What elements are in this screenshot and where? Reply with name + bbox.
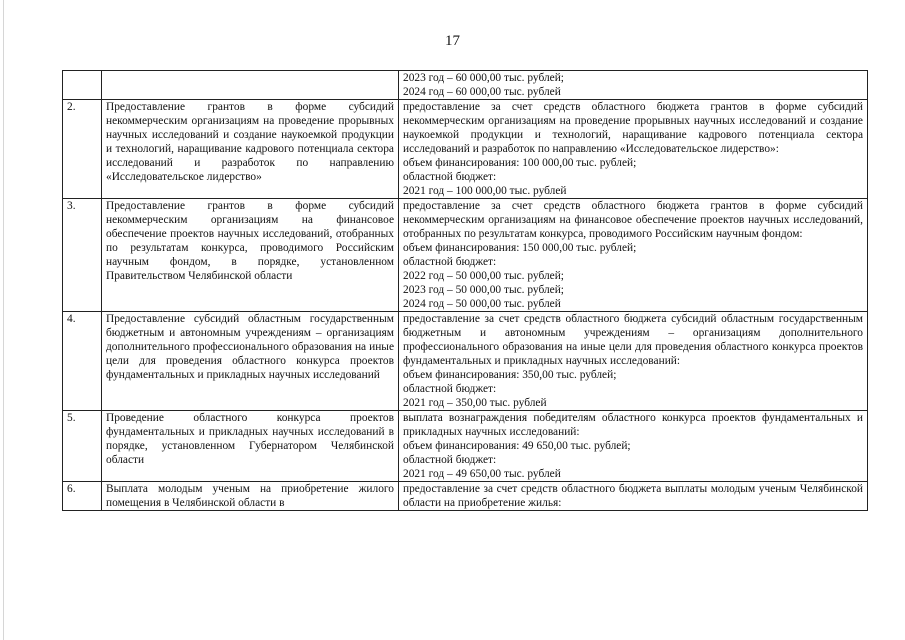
row-number: 3.: [63, 199, 102, 312]
funding-line: 2022 год – 50 000,00 тыс. рублей;: [403, 270, 564, 282]
row-number: [63, 71, 102, 100]
description-text: предоставление за счет средств областного бюджета грантов в форме субсидий некоммерческим организациям на проведение прорывных научных исследований и создание наукоемкой продукции и технологий, наращивание кадрового потенциала сектора исследований и разработок по направлению «Исследовательское лидерство»:: [403, 101, 863, 155]
funding-line: областной бюджет:: [403, 256, 497, 268]
scan-edge: [3, 0, 4, 640]
funding-line: объем финансирования: 350,00 тыс. рублей;: [403, 369, 617, 381]
measure-description: [399, 71, 868, 100]
table-row: [63, 199, 868, 312]
measure-name: [102, 482, 399, 511]
measure-description: [399, 482, 868, 511]
table-row: [63, 71, 868, 100]
measure-description: [399, 411, 868, 482]
table-row: [63, 482, 868, 511]
funding-line: объем финансирования: 100 000,00 тыс. рублей;: [403, 157, 637, 169]
row-number: 6.: [63, 482, 102, 511]
funding-line: объем финансирования: 150 000,00 тыс. рублей;: [403, 242, 637, 254]
table-row: [63, 312, 868, 411]
funding-line: 2021 год – 350,00 тыс. рублей: [403, 397, 547, 409]
measure-name: Проведение областного конкурса проектов фундаментальных и прикладных научных исследований в порядке, установленном Губернатором Челябинской области: [102, 411, 399, 482]
funding-line: 2024 год – 60 000,00 тыс. рублей: [403, 86, 561, 98]
funding-line: областной бюджет:: [403, 171, 497, 183]
funding-line: объем финансирования: 49 650,00 тыс. рублей;: [403, 440, 631, 452]
measure-name: [102, 71, 399, 100]
page-number: 17: [445, 33, 460, 49]
row-number: 5.: [63, 411, 102, 482]
table-row: [63, 100, 868, 199]
description-text: предоставление за счет средств областного бюджета грантов в форме субсидий некоммерческим организациям на финансовое обеспечение проектов научных исследований, отобранных по результатам конкурса, проводимого Российским научным фондом:: [403, 200, 863, 240]
measure-description: [399, 100, 868, 199]
measure-name: Предоставление субсидий областным государственным бюджетным и автономным учреждениям – организациям дополнительного профессионального образования на иные цели для проведения областного конкурса проектов фундаментальных и прикладных научных исследований: [102, 312, 399, 411]
measure-name-text: Выплата молодым ученым на приобретение жилого помещения в Челябинской области в: [106, 483, 394, 509]
row-number: 4.: [63, 312, 102, 411]
funding-line: 2021 год – 49 650,00 тыс. рублей: [403, 468, 561, 480]
funding-line: 2023 год – 50 000,00 тыс. рублей;: [403, 284, 564, 296]
measure-name: Предоставление грантов в форме субсидий некоммерческим организациям на проведение прорывных научных исследований и создание наукоемкой продукции и технологий, наращивание кадрового потенциала сектора исследований и разработок по направлению «Исследовательское лидерство»: [102, 100, 399, 199]
program-table: [62, 70, 868, 511]
table-row: [63, 411, 868, 482]
row-number: 2.: [63, 100, 102, 199]
description-text: выплата вознаграждения победителям областного конкурса проектов фундаментальных и прикладных научных исследований:: [403, 412, 863, 438]
measure-description: [399, 312, 868, 411]
funding-line: 2021 год – 100 000,00 тыс. рублей: [403, 185, 567, 197]
funding-line: 2023 год – 60 000,00 тыс. рублей;: [403, 72, 564, 84]
funding-line: 2024 год – 50 000,00 тыс. рублей: [403, 298, 561, 310]
funding-line: областной бюджет:: [403, 454, 497, 466]
measure-description: [399, 199, 868, 312]
description-text: предоставление за счет средств областного бюджета выплаты молодым ученым Челябинской области на приобретение жилья:: [403, 483, 863, 509]
measure-name: Предоставление грантов в форме субсидий некоммерческим организациям на финансовое обеспечение проектов научных исследований, отобранных по результатам конкурса, проводимого Российским научным фондом, в порядке, установленном Правительством Челябинской области: [102, 199, 399, 312]
funding-line: областной бюджет:: [403, 383, 497, 395]
description-text: предоставление за счет средств областного бюджета субсидий областным государственным бюджетным и автономным учреждениям – организациям дополнительного профессионального образования на иные цели для проведения областного конкурса проектов фундаментальных и прикладных научных исследований:: [403, 313, 863, 367]
